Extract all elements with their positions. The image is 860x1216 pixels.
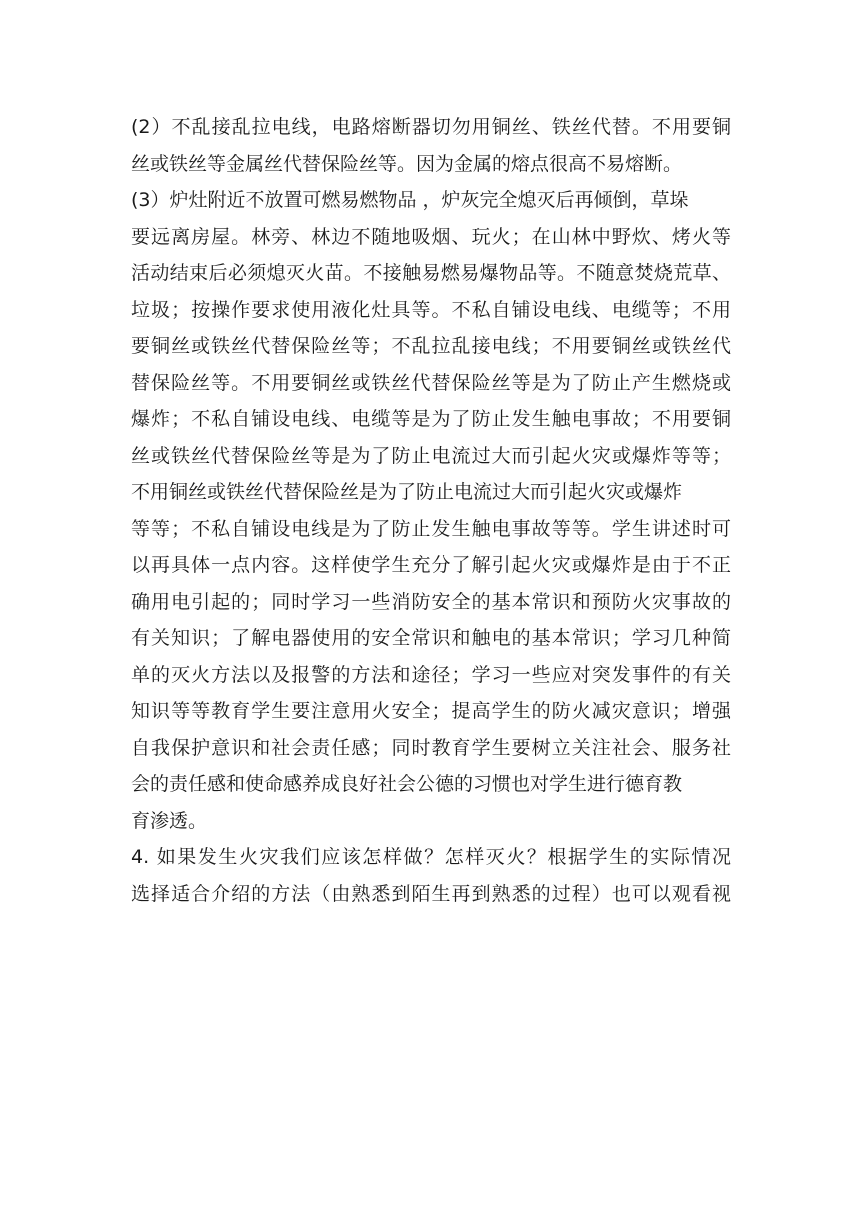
text-line: 选择适合介绍的方法（由熟悉到陌生再到熟悉的过程）也可以观看视	[131, 882, 731, 905]
paragraph-item-4	[131, 839, 731, 912]
text-line: 以再具体一点内容。这样使学生充分了解引起火灾或爆炸是由于不正	[131, 554, 731, 576]
text-line: 活动结束后必须熄灭火苗。不接触易燃易爆物品等。不随意焚烧荒草、	[131, 262, 731, 284]
text-line: 自我保护意识和社会责任感；同时教育学生要树立关注社会、服务社	[131, 736, 731, 759]
text-line: 知识等等教育学生要注意用火安全；提高学生的防火减灾意识；增强	[131, 700, 731, 722]
text-line: 爆炸；不私自铺设电线、电缆等是为了防止发生触电事故；不用要铜	[131, 408, 731, 430]
text-line: 丝或铁丝代替保险丝等是为了防止电流过大而引起火灾或爆炸等等；	[131, 444, 731, 467]
text-line: 不用铜丝或铁丝代替保险丝是为了防止电流过大而引起火灾或爆炸	[131, 481, 683, 503]
text-line: (2）不乱接乱拉电线，电路熔断器切勿用铜丝、铁丝代替。不用要铜	[131, 116, 731, 138]
text-line: 会的责任感和使命感养成良好社会公德的习惯也对学生进行德育教	[131, 773, 683, 795]
text-line: 有关知识；了解电器使用的安全常识和触电的基本常识；学习几种简	[131, 627, 731, 649]
text-line: 4. 如果发生火灾我们应该怎样做？怎样灭火？根据学生的实际情况	[131, 846, 731, 868]
text-line: 育渗透。	[131, 809, 208, 832]
text-line: 单的灭火方法以及报警的方法和途径；学习一些应对突发事件的有关	[131, 663, 731, 686]
document-body	[131, 109, 731, 912]
text-line: 要远离房屋。林旁、林边不随地吸烟、玩火；在山林中野炊、烤火等	[131, 225, 731, 248]
text-line: 等等；不私自铺设电线是为了防止发生触电事故等等。学生讲述时可	[131, 517, 731, 540]
text-line: 要铜丝或铁丝代替保险丝等；不乱拉乱接电线；不用要铜丝或铁丝代	[131, 335, 731, 357]
text-line: (3）炉灶附近不放置可燃易燃物品 ，炉灰完全熄灭后再倾倒，草垛	[131, 189, 689, 211]
paragraph-item-2	[131, 109, 731, 182]
text-line: 垃圾；按操作要求使用液化灶具等。不私自铺设电线、电缆等；不用	[131, 298, 731, 321]
text-line: 确用电引起的；同时学习一些消防安全的基本常识和预防火灾事故的	[131, 590, 731, 613]
paragraph-item-3	[131, 182, 731, 839]
text-line: 丝或铁丝等金属丝代替保险丝等。因为金属的熔点很高不易熔断。	[131, 152, 683, 175]
text-line: 替保险丝等。不用要铜丝或铁丝代替保险丝等是为了防止产生燃烧或	[131, 371, 731, 394]
